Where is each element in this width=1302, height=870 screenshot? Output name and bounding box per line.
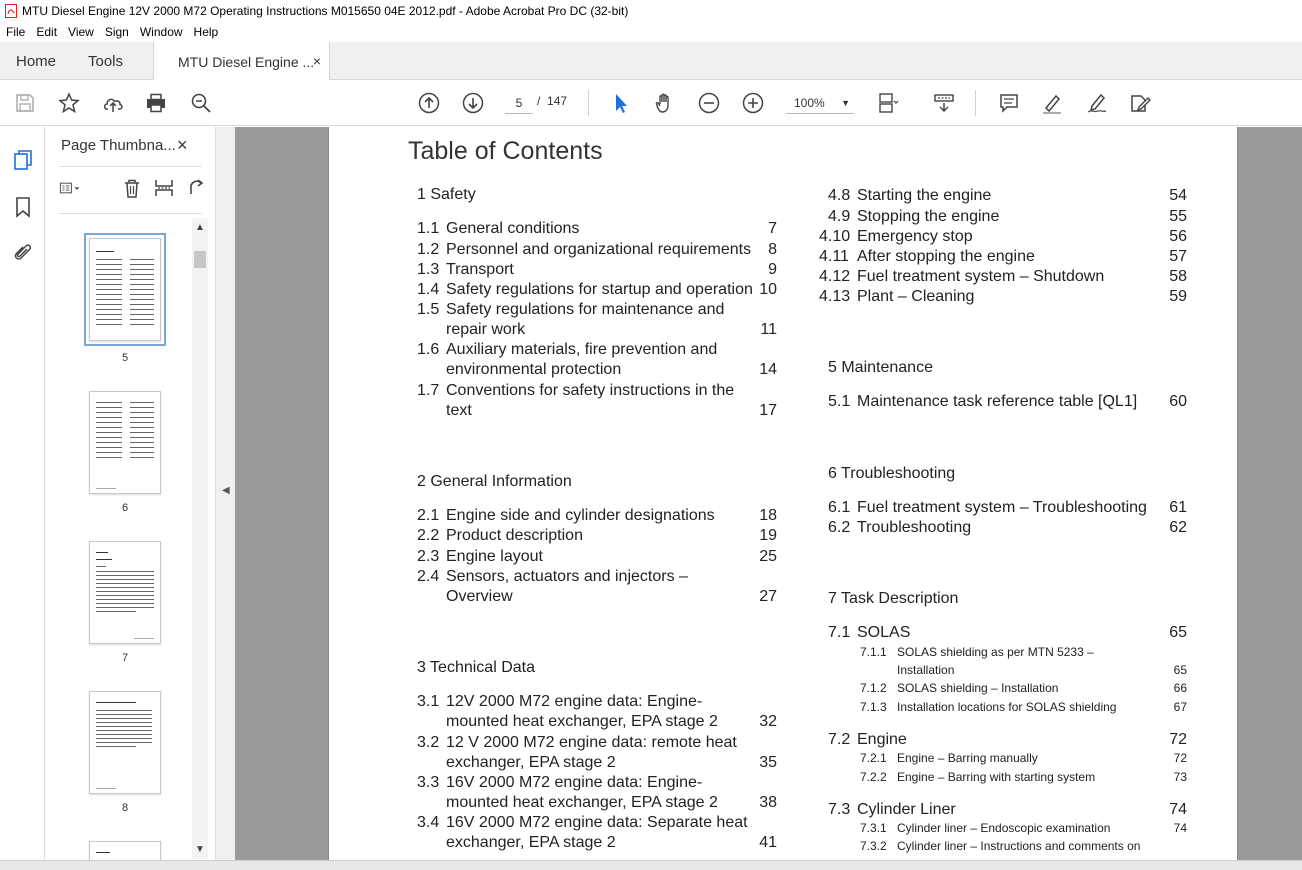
toc-entry-number: 1.3 bbox=[417, 261, 440, 278]
toc-entry-number: 2.3 bbox=[417, 548, 440, 565]
toc-subentry[interactable] bbox=[860, 679, 1187, 697]
toc-section-heading[interactable]: 2 General Information bbox=[417, 473, 572, 490]
toc-subentry-number: 7.1.2 bbox=[860, 681, 887, 695]
toc-entry[interactable] bbox=[828, 518, 1187, 538]
toc-entry-number: 4.9 bbox=[828, 208, 851, 225]
toc-section-heading[interactable]: 3 Technical Data bbox=[417, 659, 535, 676]
page-separator: / bbox=[537, 94, 541, 108]
toc-entry-title: Fuel treatment system – Shutdown bbox=[857, 268, 1105, 285]
toc-entry-number: 4.12 bbox=[819, 268, 851, 285]
toc-entry[interactable] bbox=[828, 800, 1187, 820]
toc-entry-title: Safety regulations for startup and operation bbox=[446, 281, 753, 298]
toc-entry-title: Engine bbox=[857, 731, 907, 748]
extract-pages-icon[interactable] bbox=[153, 177, 175, 199]
toolbar-divider bbox=[975, 90, 976, 116]
toc-entry[interactable] bbox=[417, 381, 777, 421]
tab-bar bbox=[0, 42, 1302, 80]
tab-document-label: MTU Diesel Engine ... bbox=[178, 53, 315, 70]
thumbnail-tools bbox=[59, 175, 219, 201]
tab-document[interactable] bbox=[153, 42, 330, 81]
toc-entry-number: 1.2 bbox=[417, 241, 440, 258]
toc-entry-page: 18 bbox=[759, 507, 777, 524]
toc-subentry-number: 7.3.2 bbox=[860, 839, 887, 853]
toc-entry-title: mounted heat exchanger, EPA stage 2 bbox=[446, 713, 718, 730]
page-thumbnail[interactable] bbox=[89, 691, 161, 794]
thumbnail-page-number: 5 bbox=[121, 352, 129, 364]
toc-entry[interactable] bbox=[417, 506, 777, 526]
toc-entry-title: repair work bbox=[446, 321, 526, 338]
toc-subentry[interactable] bbox=[860, 749, 1187, 767]
toc-entry-page: 9 bbox=[768, 261, 777, 278]
toc-entry[interactable] bbox=[417, 547, 777, 567]
toc-entry-page: 8 bbox=[768, 241, 777, 258]
save-icon[interactable] bbox=[13, 91, 37, 115]
toc-entry[interactable] bbox=[417, 280, 777, 300]
toc-entry-title: After stopping the engine bbox=[857, 248, 1035, 265]
toc-entry-page: 27 bbox=[759, 588, 777, 605]
toc-entry-page: 57 bbox=[1169, 248, 1187, 265]
delete-trash-icon[interactable] bbox=[121, 177, 143, 199]
thumbnail-page-number: 7 bbox=[121, 652, 129, 664]
acrobat-app-icon bbox=[4, 4, 17, 19]
menu-file[interactable]: File bbox=[6, 25, 26, 39]
bookmark-icon[interactable] bbox=[11, 195, 35, 219]
star-bookmark-icon[interactable] bbox=[57, 91, 81, 115]
page-thumbnails-icon[interactable] bbox=[11, 148, 35, 172]
tab-close-icon[interactable]: × bbox=[312, 53, 321, 69]
toc-entry[interactable] bbox=[417, 733, 777, 773]
toc-entry[interactable] bbox=[417, 813, 777, 853]
toc-section-heading[interactable]: 6 Troubleshooting bbox=[828, 465, 956, 482]
toc-entry[interactable] bbox=[828, 730, 1187, 750]
menu-view[interactable]: View bbox=[68, 25, 94, 39]
page-thumbnail[interactable] bbox=[89, 541, 161, 644]
toc-entry[interactable] bbox=[417, 773, 777, 813]
toc-entry-number: 6.1 bbox=[828, 499, 851, 516]
toc-entry-page: 59 bbox=[1169, 288, 1187, 305]
page-thumbnail[interactable] bbox=[89, 238, 161, 341]
toolbar-divider bbox=[588, 90, 589, 116]
toc-entry-title: mounted heat exchanger, EPA stage 2 bbox=[446, 794, 718, 811]
next-page-icon[interactable] bbox=[461, 91, 485, 115]
toc-subentry-page: 65 bbox=[1173, 663, 1187, 677]
toc-subentry-title: Installation locations for SOLAS shielding bbox=[897, 700, 1117, 714]
panel-divider bbox=[59, 213, 202, 214]
tab-tools[interactable]: Tools bbox=[88, 52, 124, 70]
toc-entry[interactable] bbox=[417, 300, 777, 340]
toc-entry-title: Engine side and cylinder designations bbox=[446, 507, 715, 524]
toc-entry-title: Transport bbox=[446, 261, 514, 278]
toc-entry-page: 58 bbox=[1169, 268, 1187, 285]
rotate-page-icon[interactable] bbox=[185, 177, 207, 199]
toc-entry-title: Auxiliary materials, fire prevention and bbox=[446, 341, 718, 358]
toc-entry[interactable] bbox=[417, 692, 777, 732]
page-fit-icon[interactable] bbox=[876, 91, 900, 115]
toc-section-heading[interactable]: 1 Safety bbox=[417, 186, 476, 203]
toc-entry[interactable] bbox=[417, 567, 777, 607]
scroll-mode-icon[interactable] bbox=[932, 91, 956, 115]
page-thumbnail[interactable] bbox=[89, 391, 161, 494]
toc-entry-title: Conventions for safety instructions in the bbox=[446, 382, 735, 399]
toc-entry-title: Starting the engine bbox=[857, 187, 992, 204]
toc-entry-page: 7 bbox=[768, 220, 777, 237]
menu-window[interactable]: Window bbox=[139, 25, 183, 39]
toc-entry-title: Plant – Cleaning bbox=[857, 288, 975, 305]
toc-entry[interactable] bbox=[417, 219, 777, 239]
collapse-arrow-icon: ◀ bbox=[222, 485, 230, 496]
toc-entry[interactable] bbox=[828, 207, 1187, 227]
panel-divider bbox=[59, 166, 202, 167]
page-count bbox=[537, 94, 567, 108]
select-cursor-icon[interactable] bbox=[609, 91, 633, 115]
thumbnail-page-number: 6 bbox=[121, 502, 129, 514]
page-thumbnails-panel bbox=[45, 127, 215, 860]
toc-entry-title: Personnel and organizational requirements bbox=[446, 241, 752, 258]
toc-entry-page: 19 bbox=[759, 527, 777, 544]
toc-entry-number: 1.7 bbox=[417, 382, 440, 399]
scroll-up-icon[interactable]: ▲ bbox=[195, 222, 205, 233]
zoom-level-select[interactable] bbox=[786, 92, 854, 114]
toc-entry-page: 54 bbox=[1169, 187, 1187, 204]
toc-entry[interactable] bbox=[828, 392, 1187, 412]
zoom-in-icon[interactable] bbox=[741, 91, 765, 115]
toc-entry-number: 3.1 bbox=[417, 693, 440, 710]
toc-subentry-page: 73 bbox=[1173, 770, 1187, 784]
toc-entry-number: 4.11 bbox=[819, 248, 849, 265]
fill-sign-icon[interactable] bbox=[1128, 91, 1152, 115]
toc-entry-number: 3.2 bbox=[417, 734, 440, 751]
page-title: Table of Contents bbox=[408, 137, 603, 165]
page-number-input[interactable]: 5 bbox=[505, 92, 533, 114]
navigation-rail bbox=[0, 127, 45, 870]
toc-entry-title: Product description bbox=[446, 527, 583, 544]
toc-entry-title: 16V 2000 M72 engine data: Separate heat bbox=[446, 814, 748, 831]
toc-entry-number: 3.4 bbox=[417, 814, 440, 831]
toc-entry-title: environmental protection bbox=[446, 361, 622, 378]
toc-entry-number: 3.3 bbox=[417, 774, 440, 791]
toc-entry-title: Overview bbox=[446, 588, 513, 605]
toc-entry-number: 1.5 bbox=[417, 301, 440, 318]
title-bar bbox=[0, 0, 1302, 22]
toc-entry-page: 74 bbox=[1169, 801, 1187, 818]
comment-icon[interactable] bbox=[997, 91, 1021, 115]
toc-subentry[interactable] bbox=[860, 819, 1187, 837]
menu-help[interactable]: Help bbox=[193, 25, 219, 39]
toc-entry-number: 1.4 bbox=[417, 281, 440, 298]
toc-entry-number: 7.3 bbox=[828, 801, 851, 818]
thumbnail-page-number: 8 bbox=[121, 802, 129, 814]
toc-entry-title: SOLAS bbox=[857, 624, 911, 641]
toc-entry-title: exchanger, EPA stage 2 bbox=[446, 834, 616, 851]
toc-entry[interactable] bbox=[828, 498, 1187, 518]
toc-subentry-title: Cylinder liner – Endoscopic examination bbox=[897, 821, 1111, 835]
toc-entry-number: 7.2 bbox=[828, 731, 851, 748]
toc-entry-page: 61 bbox=[1169, 499, 1187, 516]
toc-entry[interactable] bbox=[819, 267, 1187, 287]
panel-close-icon[interactable]: × bbox=[177, 135, 188, 155]
toc-subentry-title: SOLAS shielding – Installation bbox=[897, 681, 1059, 695]
toc-subentry-title: Installation bbox=[897, 663, 955, 677]
toc-subentry-number: 7.1.3 bbox=[860, 700, 887, 714]
toc-entry-number: 4.8 bbox=[828, 187, 851, 204]
menu-edit[interactable]: Edit bbox=[36, 25, 58, 39]
toc-subentry[interactable] bbox=[860, 837, 1179, 855]
toc-subentry-number: 7.1.1 bbox=[860, 645, 887, 659]
toc-entry-page: 11 bbox=[760, 321, 777, 338]
zoom-level-value: 100% bbox=[794, 96, 825, 110]
toc-subentry-page: 74 bbox=[1173, 821, 1187, 835]
attachment-paperclip-icon[interactable] bbox=[11, 240, 35, 264]
toc-entry[interactable] bbox=[417, 240, 777, 260]
toc-entry-title: Cylinder Liner bbox=[857, 801, 956, 818]
toc-entry[interactable] bbox=[828, 186, 1187, 206]
toc-entry-number: 2.1 bbox=[417, 507, 440, 524]
panel-title: Page Thumbna... bbox=[61, 137, 176, 154]
hand-tool-icon[interactable] bbox=[653, 91, 677, 115]
thumbnails-scrollbar[interactable] bbox=[192, 218, 208, 859]
toc-entry-number: 1.1 bbox=[417, 220, 440, 237]
toc-entry-title: 12 V 2000 M72 engine data: remote heat bbox=[446, 734, 737, 751]
toc-entry-page: 65 bbox=[1169, 624, 1187, 641]
toc-entry-page: 10 bbox=[759, 281, 777, 298]
toc-entry-page: 25 bbox=[759, 548, 777, 565]
toc-entry-title: Stopping the engine bbox=[857, 208, 1000, 225]
toc-entry-page: 56 bbox=[1169, 228, 1187, 245]
toc-subentry-page: 72 bbox=[1173, 751, 1187, 765]
highlight-pen-icon[interactable] bbox=[1040, 91, 1064, 115]
toc-entry[interactable] bbox=[819, 227, 1187, 247]
toc-entry[interactable] bbox=[417, 340, 777, 380]
options-menu-icon[interactable] bbox=[59, 177, 81, 199]
previous-page-icon[interactable] bbox=[417, 91, 441, 115]
scrollbar-thumb[interactable] bbox=[194, 251, 206, 268]
toc-entry[interactable] bbox=[417, 526, 777, 546]
toc-section-heading[interactable]: 7 Task Description bbox=[828, 590, 959, 607]
menu-sign[interactable]: Sign bbox=[104, 25, 129, 39]
toc-subentry-title: Cylinder liner – Instructions and comments on bbox=[897, 839, 1141, 853]
toc-entry-title: 12V 2000 M72 engine data: Engine- bbox=[446, 693, 703, 710]
toolbar bbox=[0, 80, 1302, 126]
toc-entry-number: 7.1 bbox=[828, 624, 851, 641]
toc-entry-page: 60 bbox=[1169, 393, 1187, 410]
tab-home[interactable]: Home bbox=[16, 52, 57, 70]
toc-subentry-title: Engine – Barring with starting system bbox=[897, 770, 1096, 784]
zoom-search-icon[interactable] bbox=[189, 91, 213, 115]
toc-subentry-number: 7.2.1 bbox=[860, 751, 887, 765]
pdf-page bbox=[328, 127, 1238, 860]
page-total: 147 bbox=[547, 94, 568, 108]
toc-subentry-page: 67 bbox=[1173, 700, 1187, 714]
toc-entry-page: 72 bbox=[1169, 731, 1187, 748]
toc-entry-page: 55 bbox=[1169, 208, 1187, 225]
toc-entry-number: 2.4 bbox=[417, 568, 440, 585]
toc-entry-title: General conditions bbox=[446, 220, 580, 237]
zoom-out-icon[interactable] bbox=[697, 91, 721, 115]
toc-subentry-number: 7.3.1 bbox=[860, 821, 887, 835]
toc-entry-title: 16V 2000 M72 engine data: Engine- bbox=[446, 774, 703, 791]
toc-entry-page: 17 bbox=[759, 402, 777, 419]
toc-entry-title: Troubleshooting bbox=[857, 519, 972, 536]
toc-subentry-number: 7.2.2 bbox=[860, 770, 887, 784]
toc-entry-title: exchanger, EPA stage 2 bbox=[446, 754, 616, 771]
menu-bar bbox=[0, 22, 1302, 42]
toc-entry[interactable] bbox=[828, 623, 1187, 643]
toc-subentry[interactable] bbox=[860, 768, 1187, 786]
toc-entry-number: 4.13 bbox=[819, 288, 851, 305]
toc-entry-page: 38 bbox=[759, 794, 777, 811]
toc-entry-page: 32 bbox=[759, 713, 777, 730]
print-icon[interactable] bbox=[144, 91, 168, 115]
toc-entry-number: 1.6 bbox=[417, 341, 440, 358]
upload-cloud-icon[interactable] bbox=[101, 91, 125, 115]
toc-subentry-title: Engine – Barring manually bbox=[897, 751, 1038, 765]
scroll-down-icon[interactable]: ▼ bbox=[195, 844, 205, 855]
window-title: MTU Diesel Engine 12V 2000 M72 Operating Instructions M015650 04E 2012.pdf - Adobe Acrobat Pro DC (32-bit) bbox=[22, 4, 629, 18]
toc-entry[interactable] bbox=[819, 247, 1187, 267]
toc-entry-title: Engine layout bbox=[446, 548, 543, 565]
toc-entry-title: Maintenance task reference table [QL1] bbox=[857, 393, 1138, 410]
toc-entry-number: 5.1 bbox=[828, 393, 851, 410]
toc-subentry[interactable] bbox=[860, 698, 1187, 716]
toc-entry-title: Fuel treatment system – Troubleshooting bbox=[857, 499, 1147, 516]
panel-collapse-handle[interactable] bbox=[215, 127, 235, 860]
toc-entry-title: Sensors, actuators and injectors – bbox=[446, 568, 688, 585]
toc-entry[interactable] bbox=[417, 260, 777, 280]
toc-section-heading[interactable]: 5 Maintenance bbox=[828, 359, 933, 376]
toc-entry-page: 62 bbox=[1169, 519, 1187, 536]
toc-entry-page: 41 bbox=[759, 834, 777, 851]
toc-entry-title: text bbox=[446, 402, 472, 419]
draw-sign-icon[interactable] bbox=[1085, 91, 1109, 115]
toc-subentry-title: SOLAS shielding as per MTN 5233 – bbox=[897, 645, 1094, 659]
toc-entry-title: Safety regulations for maintenance and bbox=[446, 301, 725, 318]
toc-entry-page: 35 bbox=[759, 754, 777, 771]
toc-subentry[interactable] bbox=[860, 643, 1187, 679]
toc-entry-number: 4.10 bbox=[819, 228, 851, 245]
toc-entry-number: 6.2 bbox=[828, 519, 851, 536]
toc-entry[interactable] bbox=[819, 287, 1187, 307]
toc-entry-page: 14 bbox=[759, 361, 777, 378]
toc-entry-title: Emergency stop bbox=[857, 228, 973, 245]
chevron-down-icon: ▼ bbox=[841, 98, 850, 108]
toc-subentry-page: 66 bbox=[1173, 681, 1187, 695]
toc-entry-number: 2.2 bbox=[417, 527, 440, 544]
taskbar-edge bbox=[0, 860, 1302, 870]
